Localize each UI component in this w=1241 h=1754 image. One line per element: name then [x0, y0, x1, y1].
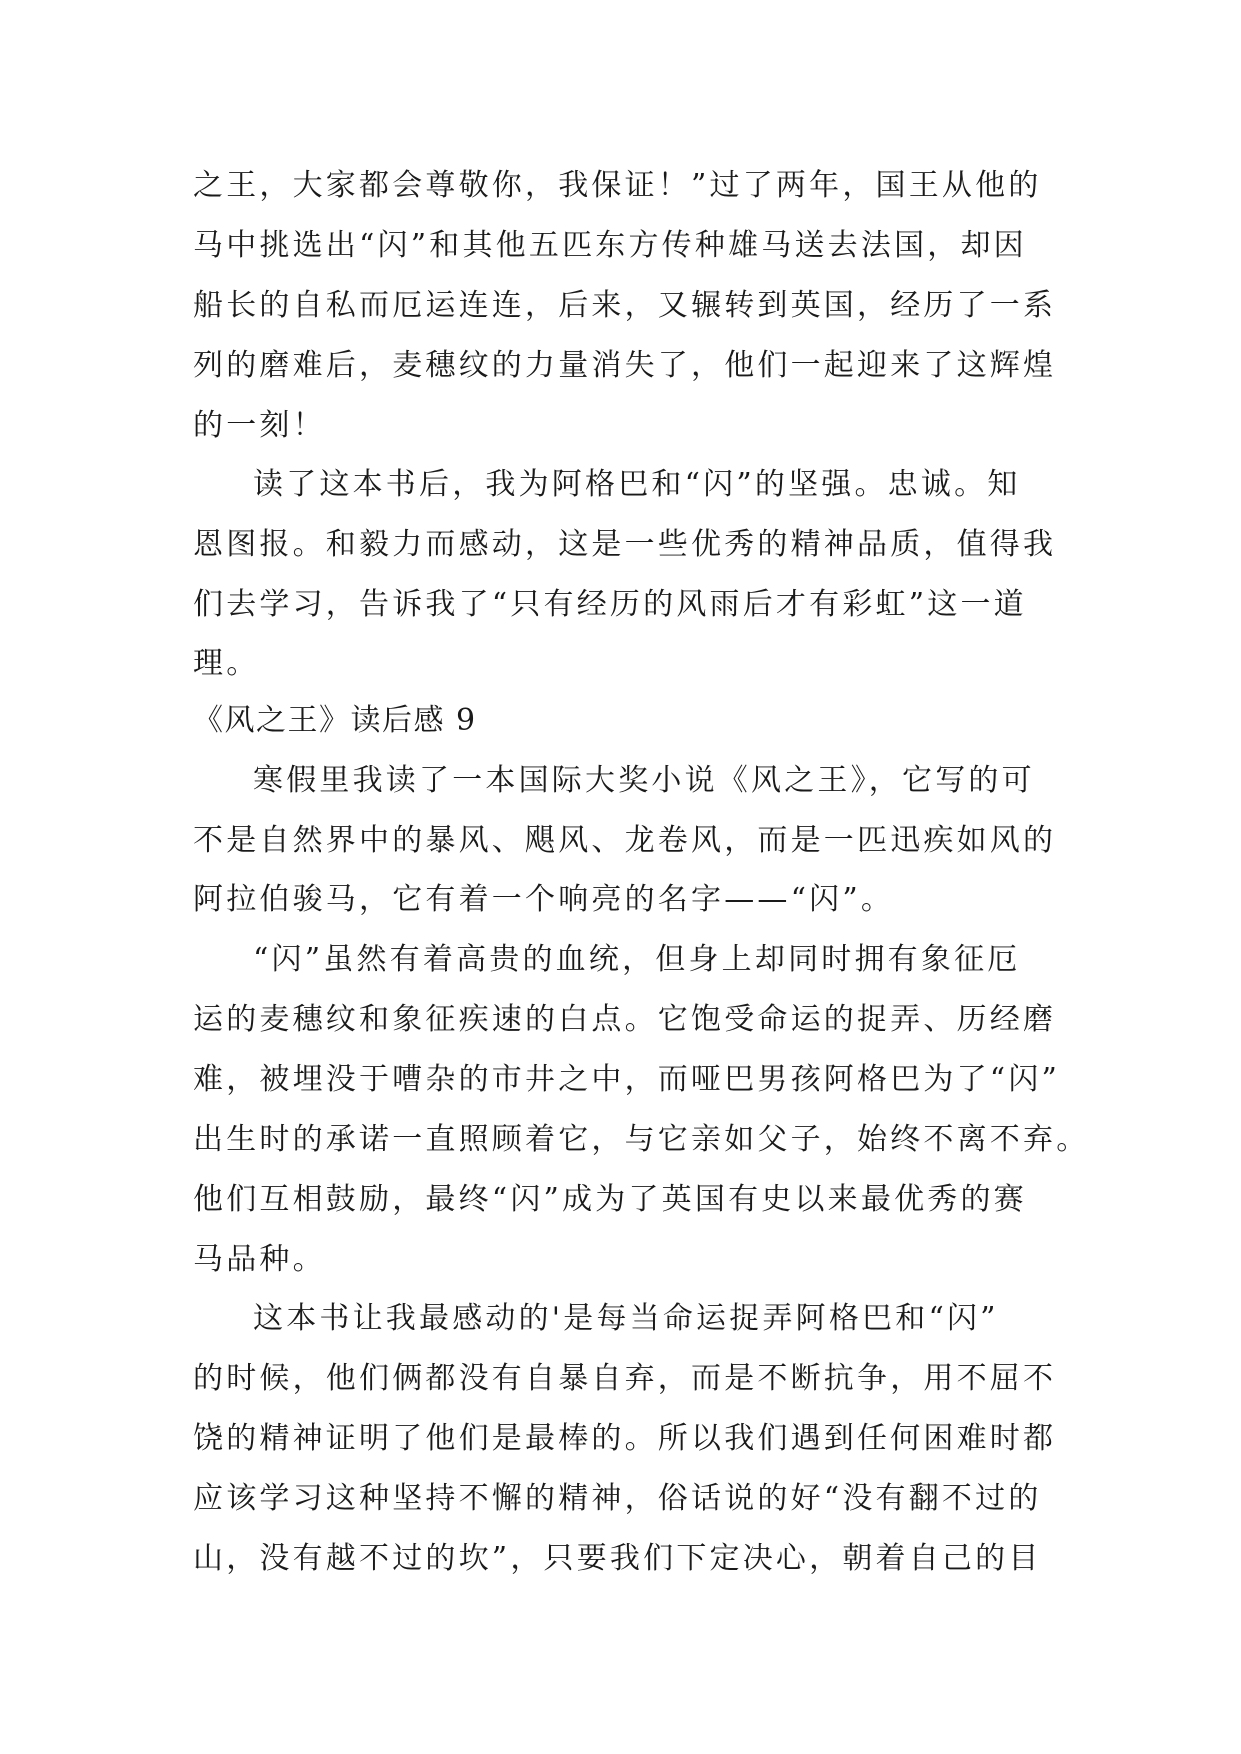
text-line: 船长的自私而厄运连连，后来，又辗转到英国，经历了一系 — [193, 288, 1057, 323]
text-line: 难，被埋没于嘈杂的市井之中，而哑巴男孩阿格巴为了“闪” — [193, 1062, 1061, 1097]
text-line: 应该学习这种坚持不懈的精神，俗话说的好“没有翻不过的 — [193, 1481, 1042, 1516]
section-heading: 《风之王》读后感 9 — [193, 703, 477, 738]
text-line: 的时候，他们俩都没有自暴自弃，而是不断抗争，用不屈不 — [193, 1361, 1057, 1396]
text-line: 恩图报。和毅力而感动，这是一些优秀的精神品质，值得我 — [193, 527, 1057, 562]
text-line: 他们互相鼓励，最终“闪”成为了英国有史以来最优秀的赛 — [193, 1182, 1027, 1217]
text-line: 出生时的承诺一直照顾着它，与它亲如父子，始终不离不弃。 — [193, 1122, 1090, 1157]
paragraph-first-line: “闪”虽然有着高贵的血统，但身上却同时拥有象征厄 — [253, 942, 1021, 977]
text-line: 山，没有越不过的坎”，只要我们下定决心，朝着自己的目 — [193, 1541, 1042, 1576]
text-line: 运的麦穗纹和象征疾速的白点。它饱受命运的捉弄、历经磨 — [193, 1002, 1057, 1037]
text-line: 马中挑选出“闪”和其他五匹东方传种雄马送去法国，却因 — [193, 228, 1027, 263]
text-line: 之王，大家都会尊敬你，我保证！”过了两年，国王从他的 — [193, 168, 1042, 203]
text-line: 列的磨难后，麦穗纹的力量消失了，他们一起迎来了这辉煌 — [193, 348, 1057, 383]
text-line: 不是自然界中的暴风、飓风、龙卷风，而是一匹迅疾如风的 — [193, 823, 1057, 858]
text-line: 们去学习，告诉我了“只有经历的风雨后才有彩虹”这一道 — [193, 587, 1027, 622]
text-line: 的一刻！ — [193, 408, 326, 443]
paragraph-first-line: 寒假里我读了一本国际大奖小说《风之王》，它写的可 — [253, 763, 1035, 798]
text-line: 马品种。 — [193, 1242, 326, 1277]
text-line: 阿拉伯骏马，它有着一个响亮的名字——“闪”。 — [193, 882, 895, 917]
text-line: 理。 — [193, 646, 260, 681]
paragraph-first-line: 读了这本书后，我为阿格巴和“闪”的坚强。忠诚。知 — [253, 467, 1021, 502]
text-line: 饶的精神证明了他们是最棒的。所以我们遇到任何困难时都 — [193, 1421, 1057, 1456]
paragraph-first-line: 这本书让我最感动的'是每当命运捉弄阿格巴和“闪” — [253, 1301, 999, 1336]
